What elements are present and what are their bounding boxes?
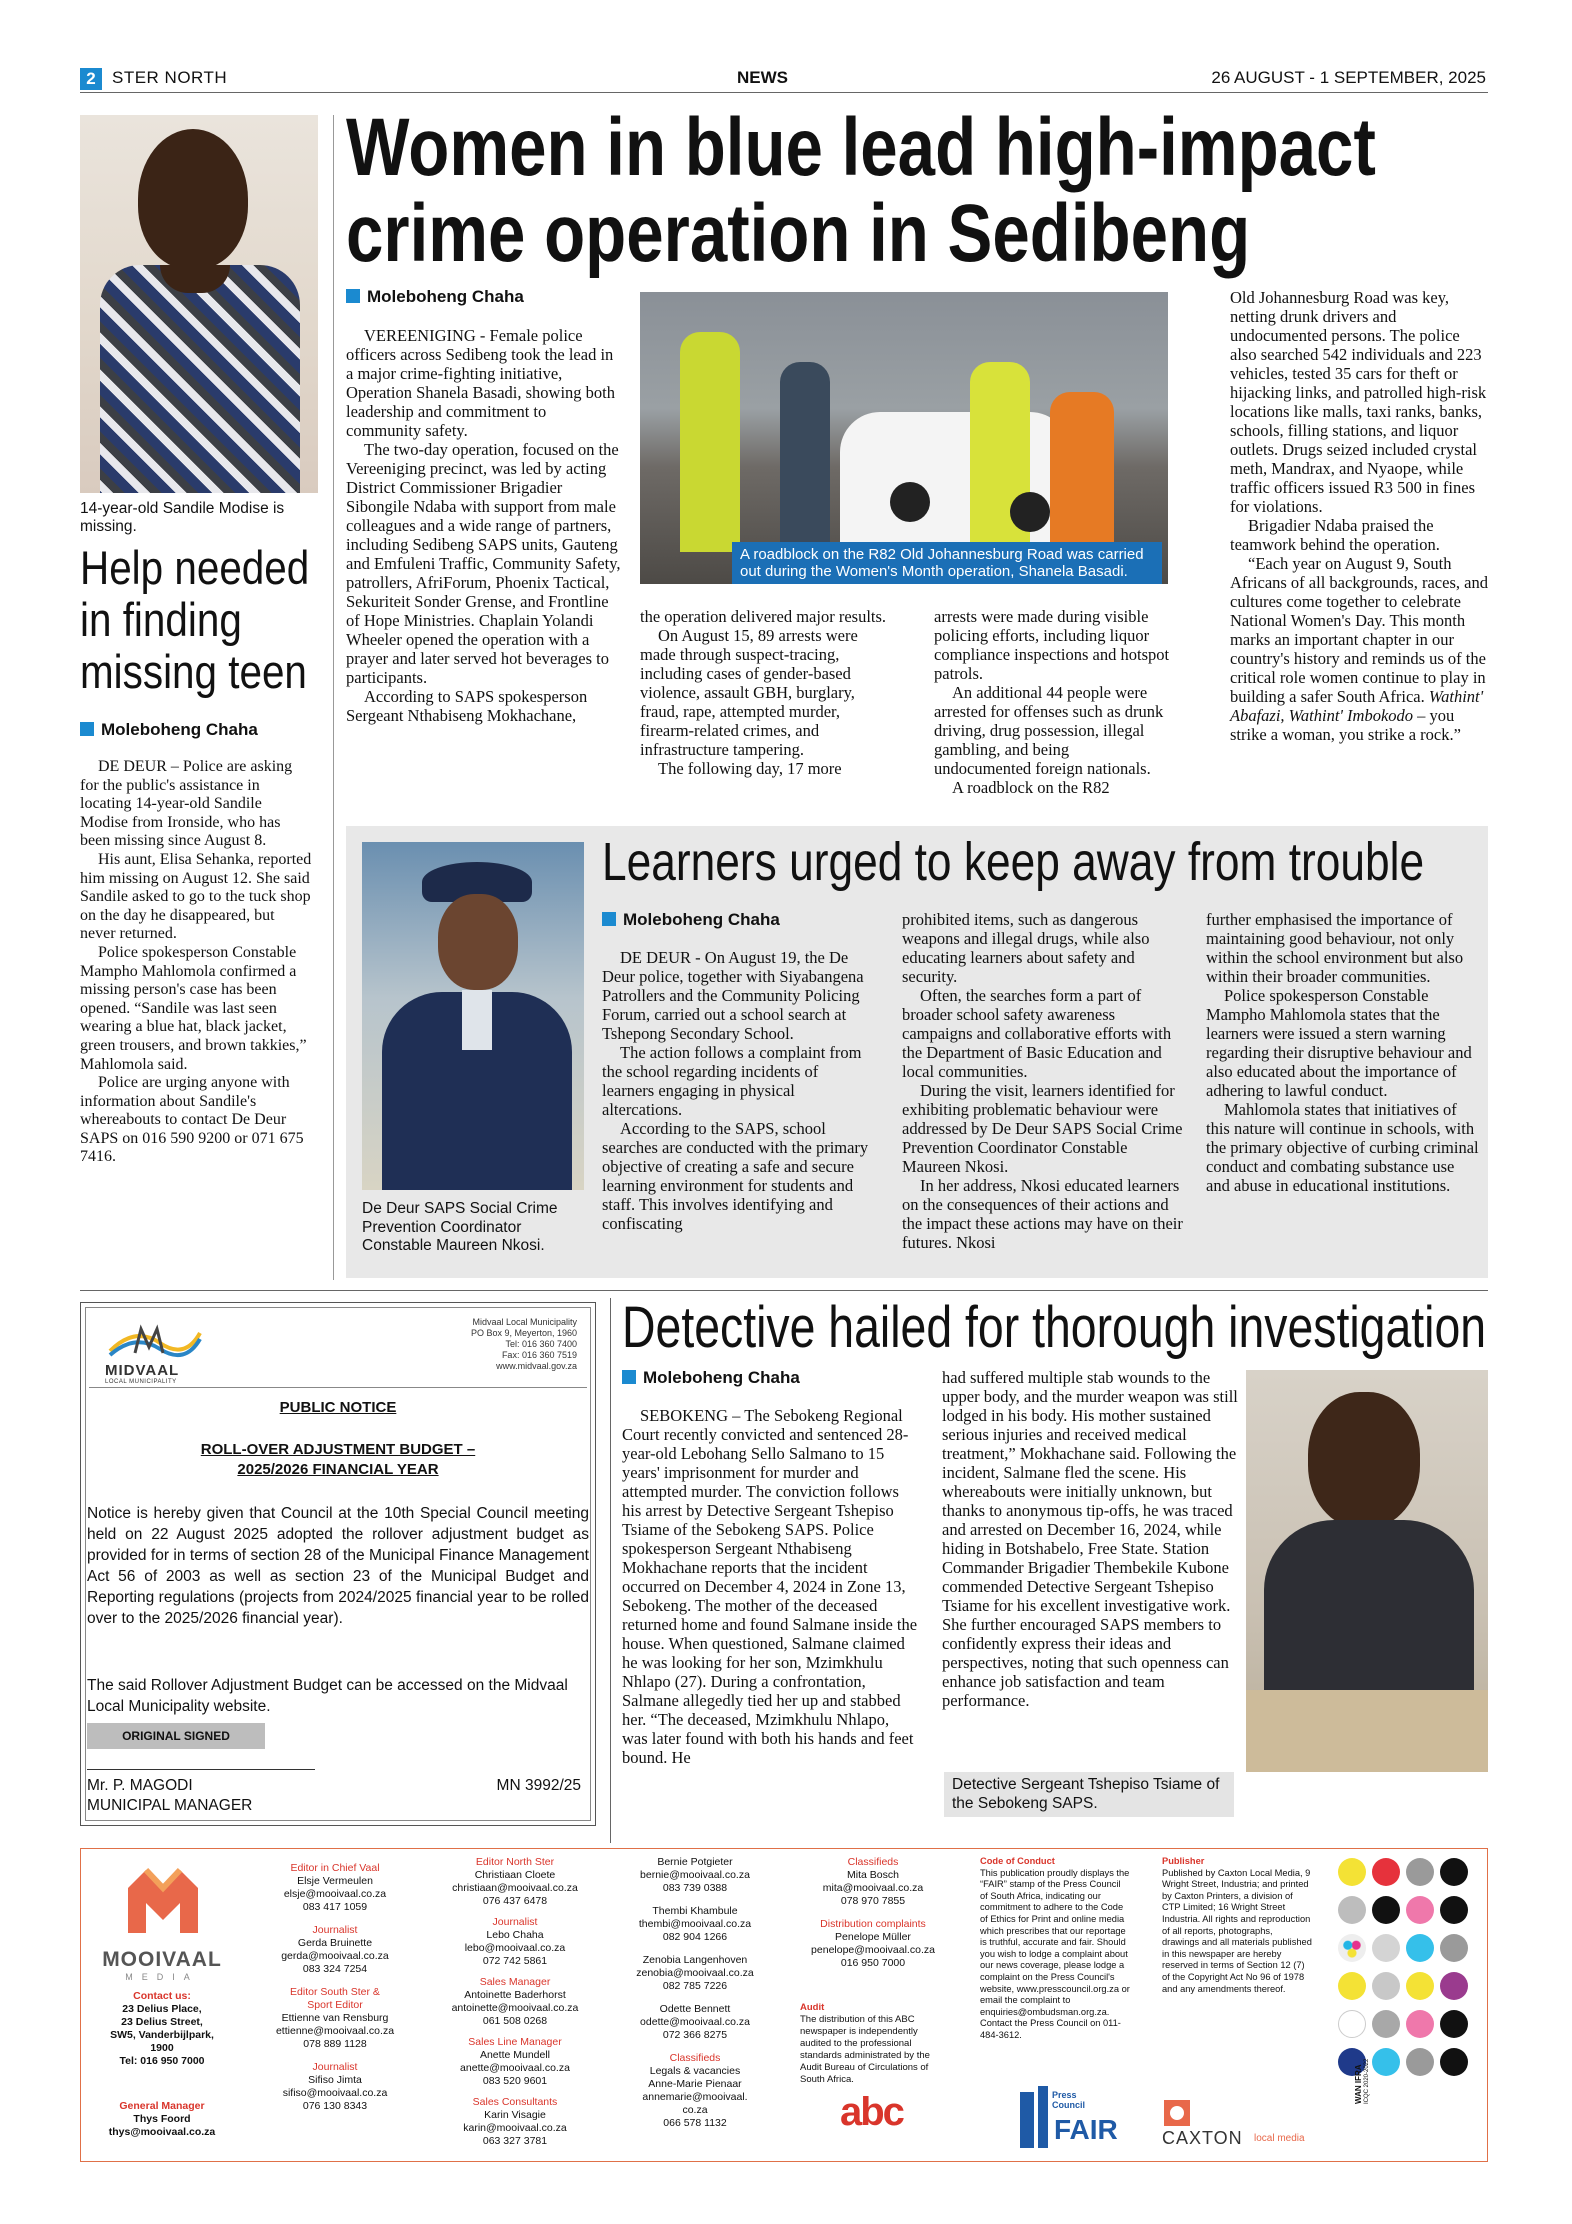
paragraph: DE DEUR - On August 19, the De Deur police, together with Siyabangena Patrollers and the Community Policing Forum, carried out a school search at Tshepong Secondary School.	[602, 948, 864, 1043]
staff-line: Penelope Müller	[835, 1931, 911, 1943]
staff-column-3	[440, 1856, 590, 2148]
wan-ifra-sub: ICQC 2020-2022	[1364, 2058, 1370, 2104]
column-rule	[333, 115, 334, 1280]
notice-title: PUBLIC NOTICE	[279, 1399, 397, 1416]
audit-block	[800, 2002, 950, 2086]
page-number: 2	[80, 68, 102, 90]
staff-line: Thembi Khambule	[652, 1905, 738, 1917]
staff-line: 083 417 1059	[302, 1901, 368, 1913]
paragraph: DE DEUR – Police are asking for the public's assistance in locating 14-year-old Sandile Modise from Ironside, who has been missing since August 8.	[80, 758, 293, 850]
issue-date: 26 AUGUST - 1 SEPTEMBER, 2025	[1211, 68, 1486, 87]
quote-text: “Each year on August 9, South Africans of all backgrounds, races, and cultures come together to celebrate National Women's Day. This month marks an important chapter in our country's history and reminds us of the critical role women continue to play in building a safer South Africa.	[1230, 554, 1488, 706]
staff-title: Classifieds	[669, 2052, 721, 2064]
paragraph: Police are urging anyone with information about Sandile's whereabouts to contact De Deur SAPS on 016 590 9200 or 071 675 7416.	[80, 1074, 304, 1166]
address-line: Midvaal Local Municipality	[472, 1317, 577, 1327]
staff-title: Journalist	[312, 1924, 358, 1936]
staff-entry	[620, 1856, 770, 1895]
missing-teen-photo	[80, 115, 318, 493]
notice-subtitle-2: 2025/2026 FINANCIAL YEAR	[237, 1461, 439, 1478]
detective-byline: Moleboheng Chaha	[622, 1368, 800, 1388]
staff-line: 083 324 7254	[302, 1963, 368, 1975]
staff-title: Editor in Chief Vaal	[290, 1862, 380, 1874]
contact-line: Tel: 016 950 7000	[119, 2055, 205, 2067]
section-name: NEWS	[737, 68, 788, 87]
staff-entry	[620, 2003, 770, 2042]
staff-entry	[798, 1918, 948, 1970]
address-line: PO Box 9, Meyerton, 1960	[470, 1328, 577, 1338]
learners-col-3	[1206, 910, 1482, 1195]
conduct-block	[980, 1856, 1130, 2042]
gm-title: General Manager	[119, 2100, 205, 2112]
general-manager	[92, 2100, 232, 2139]
swatch-grey	[1406, 1858, 1434, 1886]
staff-entry	[620, 2052, 770, 2130]
publisher-title: Publisher	[1162, 1856, 1205, 1866]
staff-line: 082 785 7226	[662, 1980, 728, 1992]
staff-entry	[620, 1954, 770, 1993]
staff-line: Anette Mundell	[479, 2049, 551, 2061]
midvaal-logo	[105, 1321, 205, 1385]
staff-line: mita@mooivaal.co.za	[822, 1882, 924, 1894]
paragraph: further emphasised the importance of maintaining good behaviour, not only within the school environment but also within their broader communities.	[1206, 910, 1464, 986]
staff-line: Odette Bennett	[659, 2003, 731, 2015]
swatch-black	[1440, 2048, 1468, 2076]
section-rule	[80, 1290, 1488, 1291]
audit-title: Audit	[800, 2002, 825, 2013]
swatch-grey	[1406, 2048, 1434, 2076]
staff-entry	[798, 1856, 948, 1908]
notice-reference: MN 3992/25	[496, 1777, 581, 1794]
staff-entry	[620, 1905, 770, 1944]
staff-title: Journalist	[312, 2061, 358, 2073]
notice-paragraph-1: Notice is hereby given that Council at the 10th Special Council meeting held on 22 August 2025 adopted the rollover adjustment budget as provided for in terms of section 28 of the Municipal Finance Management Act 56 of 2003 as well as section 23 of the Municipal Budget and Reporting regulations (projects from 2024/2025 financial year to be rolled over to the 2025/2026 financial year).	[87, 1505, 589, 1627]
press-council-label: Press Council	[1052, 2090, 1085, 2110]
swatch-purple	[1440, 1972, 1468, 2000]
main-headline-line2: crime operation in Sedibeng	[346, 188, 1251, 279]
staff-line: 083 520 9601	[482, 2075, 548, 2087]
staff-entry	[260, 1924, 410, 1976]
staff-line: 076 437 6478	[482, 1895, 548, 1907]
notice-address	[471, 1317, 577, 1372]
notice-signed: ORIGINAL SIGNED	[87, 1723, 265, 1749]
missing-teen-body	[80, 758, 312, 1167]
staff-line: odette@mooivaal.co.za	[640, 2016, 750, 2028]
caxton-label: CAXTON	[1162, 2128, 1243, 2148]
swatch-cyan	[1406, 1934, 1434, 1962]
main-byline: Moleboheng Chaha	[346, 287, 524, 307]
staff-line: 066 578 1132	[663, 2117, 727, 2129]
paragraph: According to SAPS spokesperson Sergeant Nthabiseng Mokhachane,	[346, 687, 588, 725]
staff-line: 072 742 5861	[482, 1955, 548, 1967]
staff-line: Anne-Marie Pienaar	[648, 2078, 742, 2090]
staff-line: sifiso@mooivaal.co.za	[282, 2087, 388, 2099]
swatch-black	[1440, 2010, 1468, 2038]
public-notice	[80, 1302, 596, 1826]
roadblock-photo	[640, 292, 1168, 584]
staff-title: Journalist	[492, 1916, 538, 1928]
gm-line: thys@mooivaal.co.za	[108, 2126, 216, 2138]
swatch-cmy-dots	[1338, 1934, 1366, 1962]
staff-line: 082 904 1266	[662, 1931, 728, 1943]
learners-byline: Moleboheng Chaha	[602, 910, 780, 930]
swatch-black	[1440, 1896, 1468, 1924]
staff-line: antoinette@mooivaal.co.za	[451, 2002, 579, 2014]
press-council-fair-logo	[1020, 2086, 1140, 2152]
staff-line: karin@mooivaal.co.za	[463, 2122, 567, 2134]
paragraph: The action follows a complaint from the school regarding incidents of learners engaging in physical altercations.	[602, 1043, 862, 1119]
swatch-light-grey	[1372, 1972, 1400, 2000]
contact-line: SW5, Vanderbijlpark,	[110, 2029, 214, 2041]
staff-title: Sales Consultants	[472, 2096, 558, 2108]
staff-line: Ettienne van Rensburg	[281, 2012, 389, 2024]
paragraph: the operation delivered major results.	[640, 607, 887, 626]
paragraph: An additional 44 people were arrested for offenses such as drunk driving, drug possession, illegal gambling, and being undocumented foreign nationals.	[934, 683, 1164, 778]
paragraph: Police spokesperson Constable Mampho Mahlomola confirmed a missing person's case has been opened. “Sandile was last seen wearing a blue hat, black jacket, green trousers, and brown takkies,” Mahlomola said.	[80, 943, 307, 1073]
main-col-4	[1230, 288, 1488, 744]
paragraph: SEBOKENG – The Sebokeng Regional Court recently convicted and sentenced 28-year-old Lebohang Sello Salmano to 15 years' imprisonment for murder and attempted murder. The conviction follows his arrest by Detective Sergeant Tshepiso Tsiame of the Sebokeng SAPS. Police spokesperson Sergeant Nthabiseng Mokhachane reports that the incident occurred on December 4, 2024 in Zone 13, Sebokeng. The mother of the deceased returned home and found Salmane inside the house. When questioned, Salmane claimed he was looking for her son, Mzimkhulu Nhlapo (27). During a confrontation, Salmane allegedly tied her up and stabbed her. “The deceased, Mzimkhulu Nhlapo, was later found with both his hands and feet bound. He	[622, 1406, 918, 1767]
staff-line: Karin Visagie	[484, 2109, 546, 2121]
conduct-text: This publication proudly displays the “FAIR” stamp of the Press Council of South Africa, indicating our commitment to adhere to the Code of Ethics for Print and online media which prescribes that our reportage is truthful, accurate and fair. Should you wish to lodge a complaint about our news coverage, please lodge a complaint on the Press Council's website, www.presscouncil.org.za or email the complaint to enquiries@ombudsman.org.za. Contact the Press Council on 011-484-3612.	[980, 1867, 1130, 2040]
staff-title: Sales Line Manager	[468, 2036, 562, 2048]
publication-name: STER NORTH	[112, 68, 228, 87]
midvaal-logo-mark	[105, 1321, 205, 1361]
staff-entry	[260, 1862, 410, 1914]
staff-line: zenobia@mooivaal.co.za	[636, 1967, 754, 1979]
missing-teen-headline: Help needed in finding missing teen	[80, 541, 310, 698]
gm-line: Thys Foord	[133, 2113, 191, 2125]
paragraph: Mahlomola states that initiatives of this nature will continue in schools, with the primary objective of curbing criminal conduct and combating substance use and abuse in educational institutions.	[1206, 1100, 1479, 1195]
staff-line: penelope@mooivaal.co.za	[811, 1944, 935, 1956]
main-col-1	[346, 326, 621, 725]
staff-entry	[260, 2061, 410, 2113]
contact-title: Contact us:	[133, 1990, 191, 2002]
address-line: Fax: 016 360 7519	[501, 1350, 577, 1360]
staff-title: Editor North Ster	[475, 1856, 555, 1868]
paragraph: During the visit, learners identified for exhibiting problematic behaviour were addressed by De Deur SAPS Social Crime Prevention Coordinator Constable Maureen Nkosi.	[902, 1081, 1183, 1176]
header-rule	[80, 92, 1488, 93]
staff-line: Elsje Vermeulen	[297, 1875, 373, 1887]
staff-line: Gerda Bruinette	[297, 1937, 373, 1949]
swatch-light-grey	[1338, 1896, 1366, 1924]
staff-column-4	[620, 1856, 770, 2130]
mooivaal-brand-sub: MEDIA	[125, 1972, 199, 1982]
swatch-cyan	[1372, 2048, 1400, 2076]
swatch-light-grey	[1372, 1934, 1400, 1962]
staff-line: Mita Bosch	[847, 1869, 899, 1881]
staff-entry	[440, 1976, 590, 2028]
roadblock-caption: A roadblock on the R82 Old Johannesburg Road was carried out during the Women's Month operation, Shanela Basadi.	[732, 542, 1162, 584]
notice-divider	[610, 1298, 611, 1843]
quote-end: – you strike a woman, you strike a rock.”	[1230, 706, 1461, 744]
staff-line: christiaan@mooivaal.co.za	[452, 1882, 578, 1894]
notice-subtitle-1: ROLL-OVER ADJUSTMENT BUDGET –	[200, 1441, 476, 1458]
staff-line: 083 739 0388	[662, 1882, 728, 1894]
officer-photo	[362, 842, 584, 1190]
paragraph: prohibited items, such as dangerous weapons and illegal drugs, while also educating learners about safety and security.	[902, 910, 1150, 986]
staff-line: 061 508 0268	[482, 2015, 548, 2027]
mooivaal-logo	[108, 1858, 228, 1948]
fair-label: FAIR	[1054, 2114, 1118, 2145]
detective-caption: Detective Sergeant Tshepiso Tsiame of the Sebokeng SAPS.	[944, 1772, 1234, 1817]
swatch-pink	[1406, 1896, 1434, 1924]
staff-title: Sales Manager	[479, 1976, 551, 1988]
staff-column-5	[798, 1856, 948, 1970]
staff-entry	[440, 1916, 590, 1968]
staff-line: elsje@mooivaal.co.za	[283, 1888, 387, 1900]
midvaal-logo-sub: LOCAL MUNICIPALITY	[105, 1379, 177, 1385]
paragraph: had suffered multiple stab wounds to the upper body, and the murder weapon was still lodged in his body. His mother sustained serious injuries and received medical treatment,” Mokhachane said. Following the incident, Salmane fled the scene. His whereabouts were initially unknown, but thanks to anonymous tip-offs, he was traced and arrested on December 16, 2024, while hiding in Botshabelo, Free State. Station Commander Brigadier Thembekile Kubone commended Detective Sergeant Tshepiso Tsiame for his excellent investigative work. She further encouraged SAPS members to confidently express their ideas and perspectives, noting that such openness can enhance job satisfaction and team performance.	[942, 1368, 1238, 1710]
paragraph: According to the SAPS, school searches are conducted with the primary objective of creating a safe and secure learning environment for students and staff. This involves identifying and confiscating	[602, 1119, 869, 1233]
staff-line: 076 130 8343	[302, 2100, 368, 2112]
staff-line: Lebo Chaha	[486, 1929, 544, 1941]
staff-line: co.za	[682, 2104, 708, 2116]
staff-title: Editor South Ster & Sport Editor	[290, 1986, 380, 2011]
abc-logo: abc	[840, 2090, 903, 2134]
staff-line: annemarie@mooivaal.	[642, 2091, 748, 2103]
mooivaal-brand: MOOIVAAL	[102, 1948, 222, 1971]
address-line: Tel: 016 360 7400	[505, 1339, 577, 1349]
contact-line: 23 Delius Place,	[122, 2003, 202, 2015]
mooivaal-logo-mark	[108, 1858, 218, 1938]
staff-line: 016 950 7000	[840, 1957, 906, 1969]
paragraph: In her address, Nkosi educated learners on the consequences of their actions and the impact these actions may have on their futures. Nkosi	[902, 1176, 1183, 1252]
paragraph: arrests were made during visible policing efforts, including liquor compliance inspections and hotspot patrols.	[934, 607, 1170, 683]
main-col-2	[640, 607, 890, 778]
staff-entry	[440, 1856, 590, 1908]
caxton-sub: local media	[1254, 2133, 1305, 2144]
paragraph: The two-day operation, focused on the Vereeniging precinct, was led by acting District Commissioner Brigadier Sibongile Ndaba with support from male colleagues and a wide range of partners, including Sedibeng SAPS units, Gauteng and Emfuleni Traffic, Community Safety, patrollers, AfriForum, Phoenix Tactical, Sekuriteit Sonder Grense, and Frontline of Hope Ministries. Chaplain Yolandi Wheeler opened the operation with a prayer and later served hot beverages to participants.	[346, 440, 621, 687]
paragraph: On August 15, 89 arrests were made through suspect-tracing, including cases of gender-based violence, assault GBH, burglary, fraud, rape, attempted murder, firearm-related crimes, and infrastructure tampering.	[640, 626, 858, 759]
paragraph: Brigadier Ndaba praised the teamwork behind the operation.	[1230, 516, 1440, 554]
paragraph: Police spokesperson Constable Mampho Mahlomola states that the learners were issued a stern warning regarding their disruptive behaviour and also educated about the importance of adhering to lawful conduct.	[1206, 986, 1472, 1100]
contact-line: 23 Delius Street,	[121, 2016, 203, 2028]
staff-line: thembi@mooivaal.co.za	[638, 1918, 752, 1930]
staff-title: Distribution complaints	[820, 1918, 926, 1930]
swatch-white	[1338, 2010, 1366, 2038]
swatch-black	[1440, 1858, 1468, 1886]
staff-line: 078 970 7855	[840, 1895, 906, 1907]
staff-line: anette@mooivaal.co.za	[460, 2062, 570, 2074]
swatch-pink	[1406, 2010, 1434, 2038]
publisher-block	[1162, 1856, 1312, 1995]
paragraph: A roadblock on the R82	[952, 778, 1110, 797]
swatch-yellow	[1406, 1972, 1434, 2000]
paragraph	[1230, 554, 1488, 744]
swatch-black	[1372, 1896, 1400, 1924]
staff-line: Antoinette Baderhorst	[464, 1989, 566, 2001]
staff-line: 078 889 1128	[303, 2038, 367, 2050]
staff-entry	[440, 2096, 590, 2148]
missing-teen-byline: Moleboheng Chaha	[80, 720, 258, 740]
detective-col-2	[942, 1368, 1238, 1710]
paragraph: Often, the searches form a part of broader school safety awareness campaigns and collaborative efforts with the Department of Basic Education and local communities.	[902, 986, 1172, 1081]
address-line: www.midvaal.gov.za	[496, 1361, 577, 1371]
staff-line: gerda@mooivaal.co.za	[281, 1950, 389, 1962]
learners-col-2	[902, 910, 1184, 1252]
staff-entry	[260, 1986, 410, 2051]
staff-title: Classifieds	[847, 1856, 899, 1868]
swatch-red	[1372, 1858, 1400, 1886]
midvaal-logo-text: MIDVAAL	[105, 1362, 180, 1379]
colour-swatch-panel	[1326, 1854, 1482, 2156]
detective-col-1	[622, 1406, 918, 1767]
staff-line: ettienne@mooivaal.co.za	[275, 2025, 395, 2037]
learners-col-1	[602, 948, 874, 1233]
quote-italic: Wathint' Abafazi, Wathint' Imbokodo	[1230, 687, 1484, 725]
main-headline-line1: Women in blue lead high-impact	[346, 102, 1376, 193]
swatch-yellow	[1338, 1858, 1366, 1886]
staff-line: Sifiso Jimta	[308, 2074, 362, 2086]
staff-line: 072 366 8275	[662, 2029, 728, 2041]
staff-line: Legals & vacancies	[649, 2065, 741, 2077]
paragraph: The following day, 17 more	[658, 759, 842, 778]
staff-line: lebo@mooivaal.co.za	[464, 1942, 566, 1954]
publisher-text: Published by Caxton Local Media, 9 Wright Street, Industria; and printed by Caxton Printers, a division of CTP Limited; 16 Wright Street Industria. All rights and reproduction of all reports, photographs, drawings and all materials published in this newspaper are hereby reserved in terms of Section 12 (7) of the Copyright Act No 96 of 1978 and any amendments thereof.	[1162, 1867, 1312, 1994]
audit-text: The distribution of this ABC newspaper is independently audited to the professional standards administrated by the Audit Bureau of Circulations of South Africa.	[800, 2014, 930, 2085]
contact-block	[92, 1990, 232, 2068]
notice-role: MUNICIPAL MANAGER	[87, 1797, 253, 1814]
main-col-3	[934, 607, 1170, 797]
paragraph: Old Johannesburg Road was key, netting drunk drivers and undocumented persons. The police also searched 542 individuals and 223 vehicles, tested 35 cars for theft or hijacking links, and patrolled high-risk locations like malls, taxi ranks, banks, schools, filling stations, and liquor outlets. Drugs seized included crystal meth, Mandrax, and Nyaope, while traffic officers issued R3 500 in fines for violations.	[1230, 288, 1487, 516]
missing-teen-caption: 14-year-old Sandile Modise is missing.	[80, 500, 285, 535]
paragraph: His aunt, Elisa Sehanka, reported him missing on August 12. She said Sandile asked to go to the tuck shop on the day he disappeared, but never returned.	[80, 850, 312, 943]
detective-headline: Detective hailed for thorough investigation	[622, 1295, 1487, 1360]
notice-paragraph-2: The said Rollover Adjustment Budget can be accessed on the Midvaal Local Municipality website.	[87, 1677, 568, 1715]
officer-caption: De Deur SAPS Social Crime Prevention Coordinator Constable Maureen Nkosi.	[362, 1200, 558, 1254]
learners-headline: Learners urged to keep away from trouble	[602, 832, 1425, 892]
swatch-yellow	[1338, 1972, 1366, 2000]
staff-line: Christiaan Cloete	[474, 1869, 556, 1881]
staff-line: 063 327 3781	[482, 2135, 548, 2147]
conduct-title: Code of Conduct	[980, 1856, 1055, 1866]
staff-column-2	[260, 1862, 410, 2113]
swatch-grey	[1372, 2010, 1400, 2038]
swatch-grey	[1440, 1934, 1468, 1962]
notice-signatory: Mr. P. MAGODI	[87, 1777, 193, 1794]
paragraph: VEREENIGING - Female police officers across Sedibeng took the lead in a major crime-fighting initiative, Operation Shanela Basadi, showing both leadership and commitment to community safety.	[346, 326, 615, 440]
staff-entry	[440, 2036, 590, 2088]
staff-line: Zenobia Langenhoven	[642, 1954, 748, 1966]
contact-line: 1900	[150, 2042, 174, 2054]
staff-line: Bernie Potgieter	[657, 1856, 733, 1868]
detective-photo	[1246, 1370, 1488, 1772]
caxton-logo	[1162, 2100, 1312, 2150]
staff-line: bernie@mooivaal.co.za	[640, 1869, 750, 1881]
wan-ifra-label: WAN IFRA	[1354, 2064, 1363, 2104]
